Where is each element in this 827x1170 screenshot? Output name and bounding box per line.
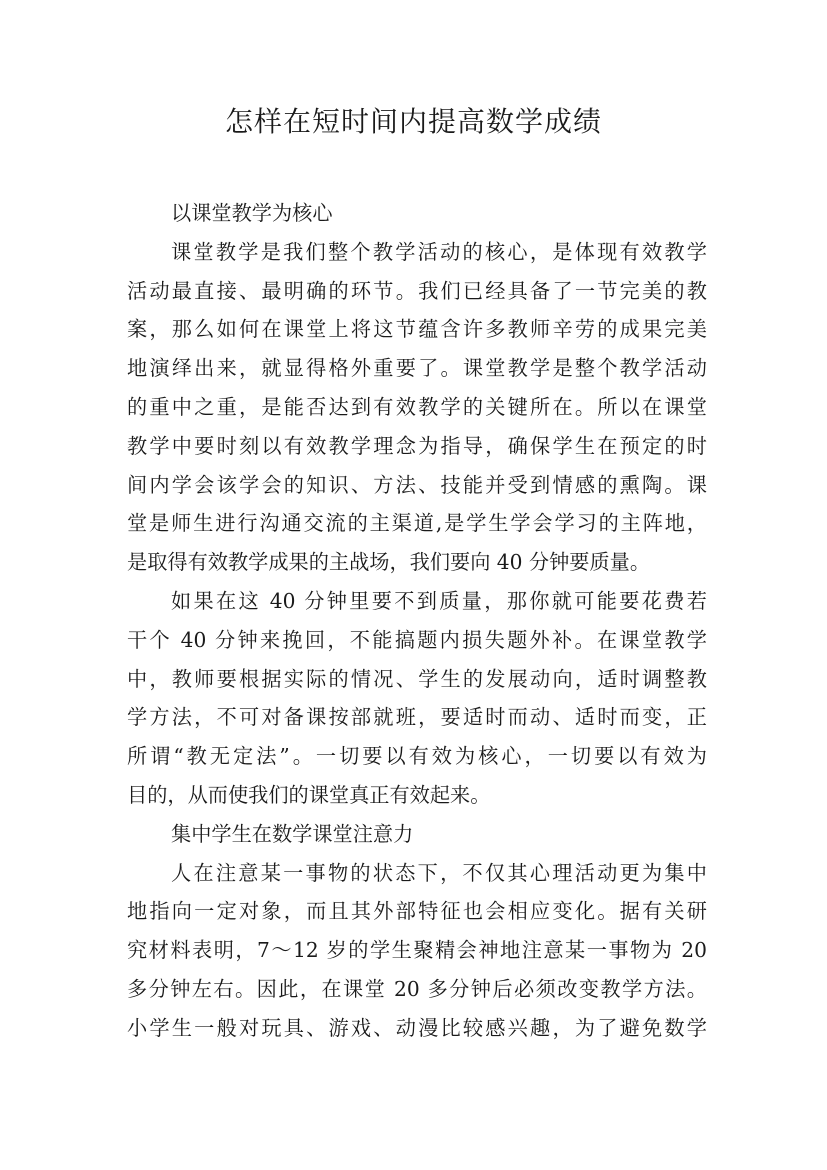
- text-line: 教学中要时刻以有效教学理念为指导，确保学生在预定的时: [127, 433, 707, 458]
- text-line: 堂是师生进行沟通交流的主渠道,是学生学会学习的主阵地，: [127, 511, 707, 536]
- text-line: 人在注意某一事物的状态下，不仅其心理活动更为集中: [171, 860, 707, 885]
- text-line: 地指向一定对象，而且其外部特征也会相应变化。据有关研: [127, 899, 707, 924]
- document-title: 怎样在短时间内提高数学成绩: [224, 105, 602, 138]
- text-line: 如果在这 40 分钟里要不到质量，那你就可能要花费若: [171, 588, 707, 613]
- text-line: 课堂教学是我们整个教学活动的核心，是体现有效教学: [171, 239, 707, 264]
- section-heading: 以课堂教学为核心: [171, 201, 333, 225]
- text-line: 目的，从而使我们的课堂真正有效起来。: [127, 782, 491, 807]
- text-line: 学方法，不可对备课按部就班，要适时而动、适时而变，正: [127, 705, 707, 730]
- text-line: 的重中之重，是能否达到有效教学的关键所在。所以在课堂: [127, 394, 707, 419]
- text-line: 小学生一般对玩具、游戏、动漫比较感兴趣，为了避免数学: [127, 1015, 707, 1040]
- text-line: 活动最直接、最明确的环节。我们已经具备了一节完美的教: [127, 278, 707, 303]
- text-line: 干个 40 分钟来挽回，不能搞题内损失题外补。在课堂教学: [127, 627, 707, 652]
- document-body: [127, 194, 707, 1048]
- text-line: 是取得有效教学成果的主战场，我们要向 40 分钟要质量。: [127, 550, 651, 575]
- text-line: 中，教师要根据实际的情况、学生的发展动向，适时调整教: [127, 666, 707, 691]
- section-heading: 集中学生在数学课堂注意力: [171, 821, 414, 846]
- text-line: 多分钟左右。因此，在课堂 20 多分钟后必须改变教学方法。: [127, 976, 707, 1001]
- text-line: 地演绎出来，就显得格外重要了。课堂教学是整个教学活动: [127, 356, 707, 381]
- text-line: 所谓“教无定法”。一切要以有效为核心，一切要以有效为: [127, 744, 707, 769]
- text-line: 案，那么如何在课堂上将这节蕴含许多教师辛劳的成果完美: [127, 317, 707, 342]
- text-line: 究材料表明，7～12 岁的学生聚精会神地注意某一事物为 20: [127, 938, 707, 963]
- text-line: 间内学会该学会的知识、方法、技能并受到情感的熏陶。课: [127, 472, 707, 497]
